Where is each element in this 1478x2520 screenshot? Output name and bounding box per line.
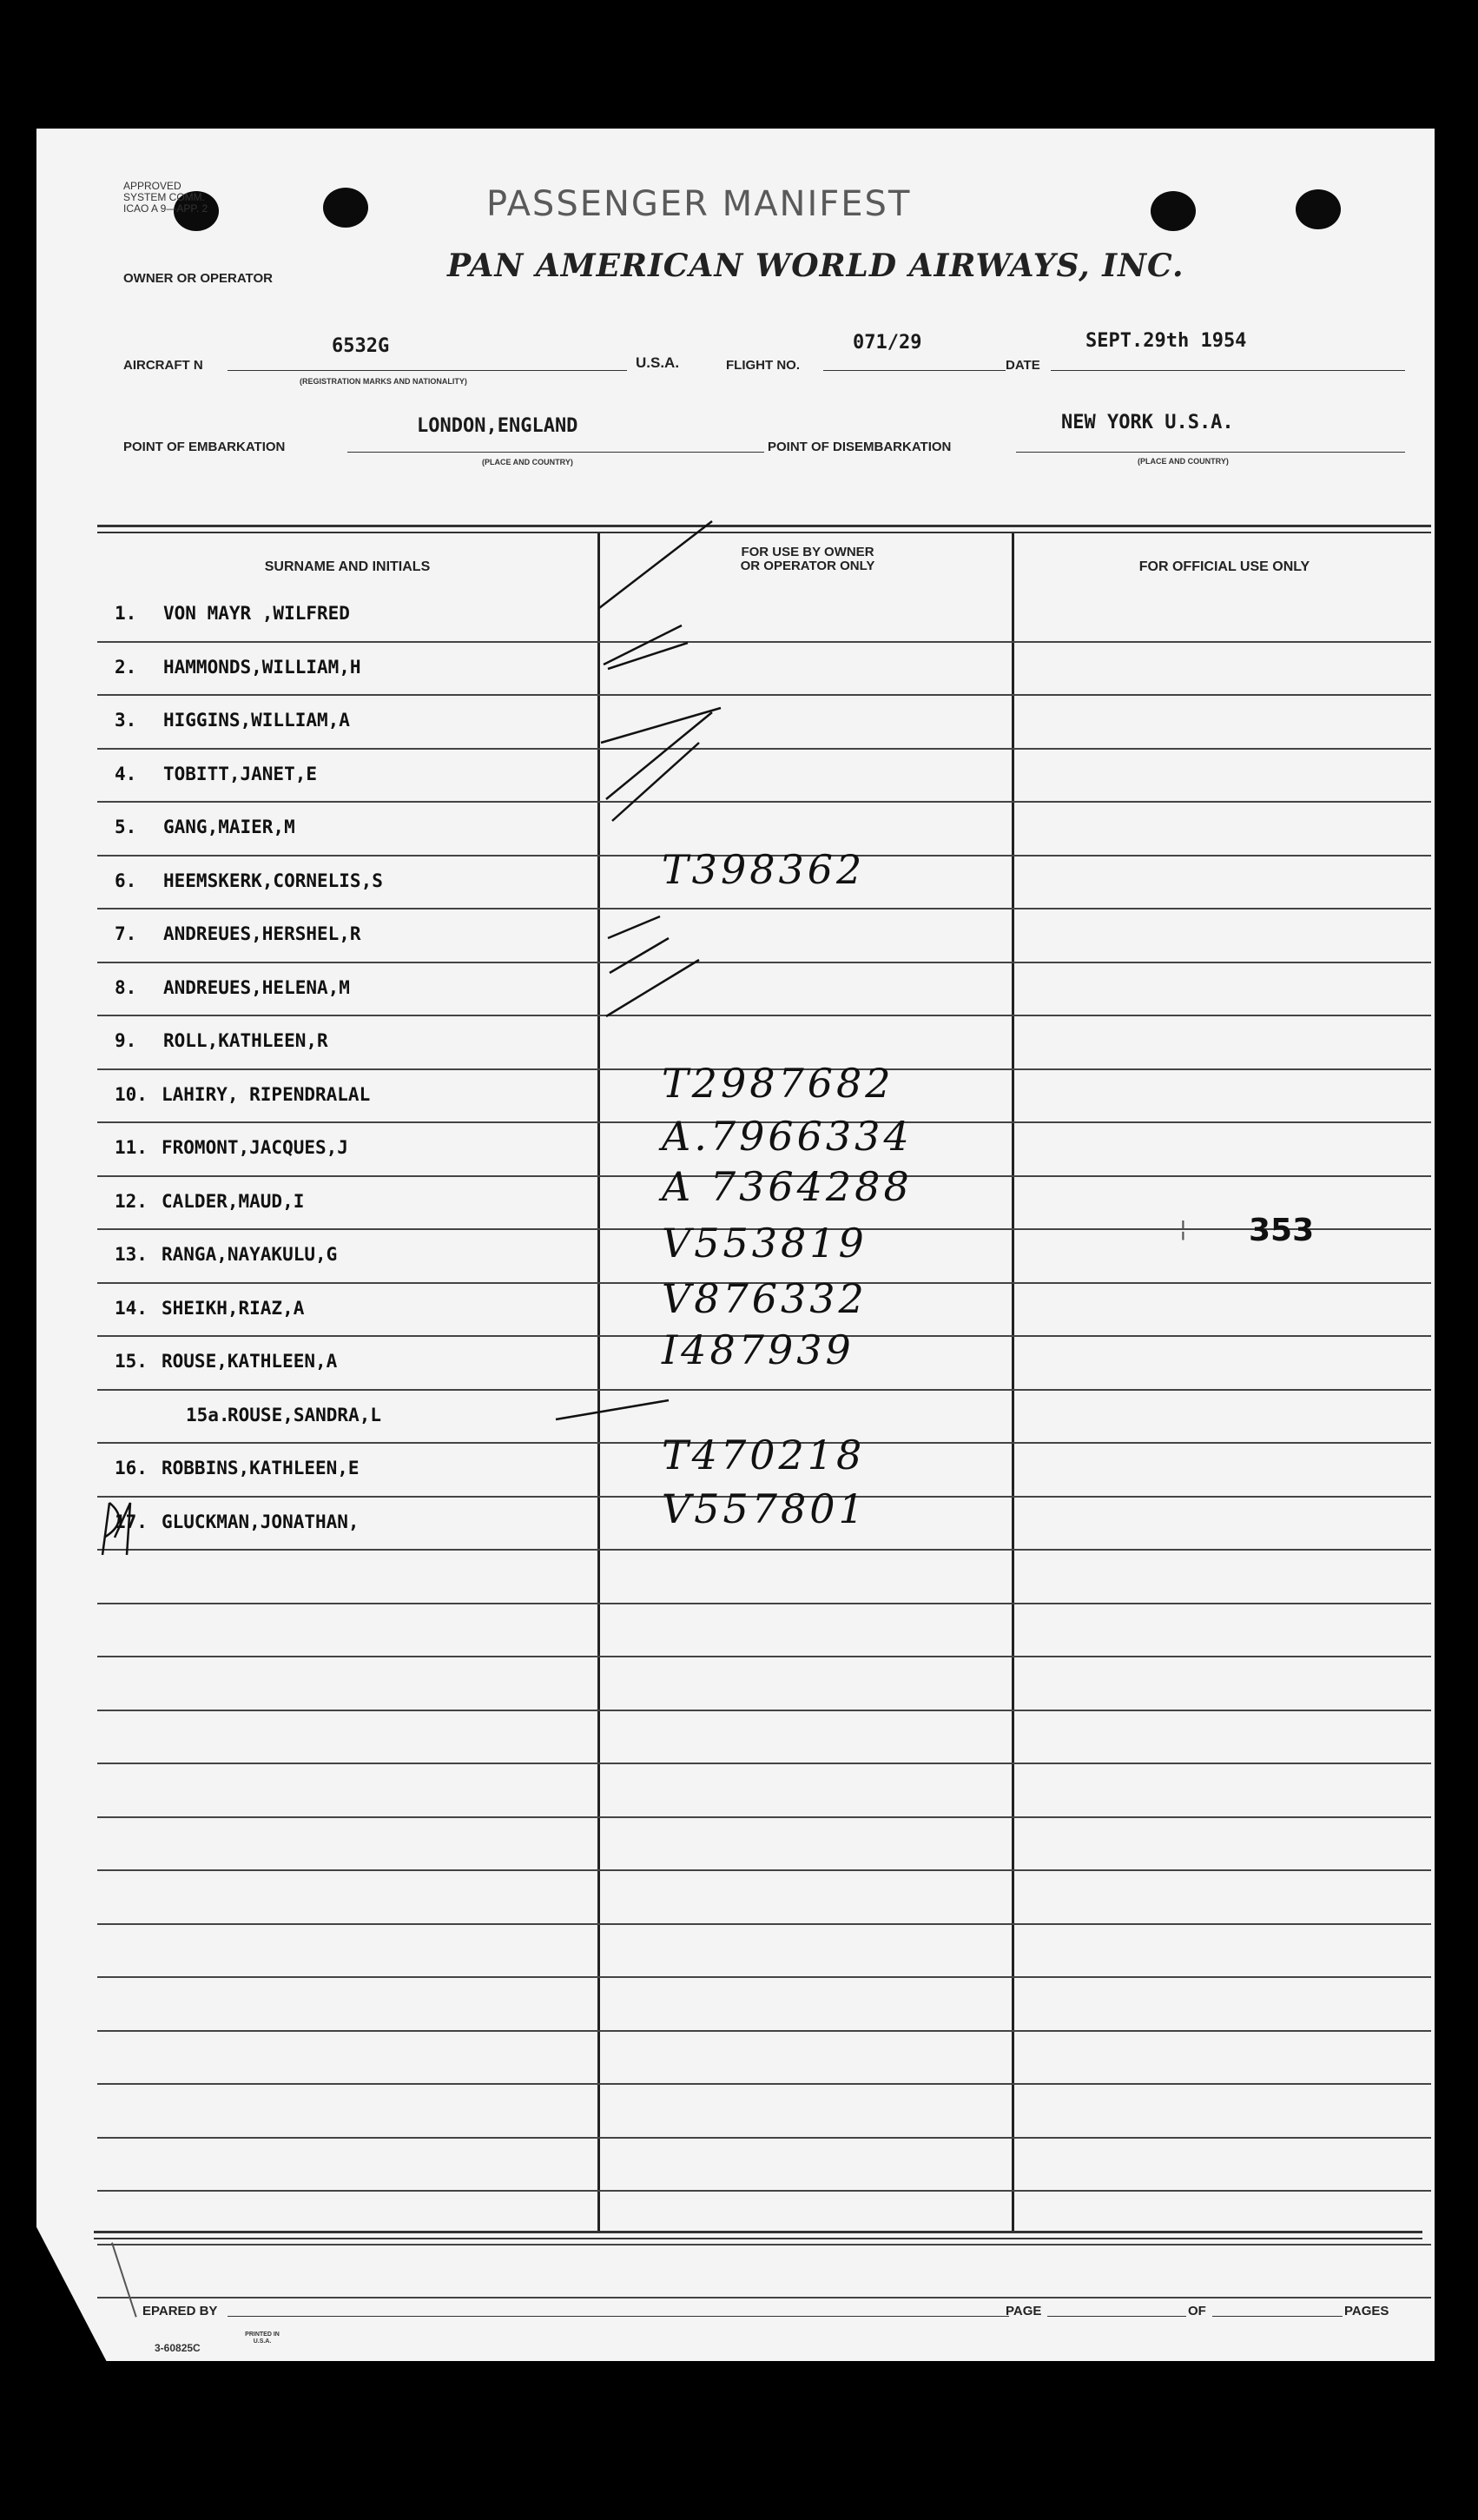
check-mark-1: [599, 521, 712, 608]
official-note-tick: ¦: [1179, 1216, 1187, 1242]
passenger-name: ROLL,KATHLEEN,R: [163, 1030, 328, 1051]
owner-label: OWNER OR OPERATOR: [123, 271, 273, 286]
passenger-name: HEEMSKERK,CORNELIS,S: [163, 870, 383, 891]
page-title: PASSENGER MANIFEST: [486, 184, 912, 224]
passenger-name: LAHIRY, RIPENDRALAL: [162, 1084, 371, 1105]
passenger-name: ROBBINS,KATHLEEN,E: [162, 1458, 360, 1478]
passenger-name: HAMMONDS,WILLIAM,H: [163, 657, 361, 678]
page-rule: [1047, 2316, 1186, 2317]
passport-number: T470218: [662, 1432, 866, 1478]
row-rule: [97, 1656, 1431, 1657]
passenger-number: 16.: [115, 1458, 148, 1478]
aircraft-value: 6532G: [332, 335, 390, 357]
embark-rule: [347, 452, 764, 453]
date-rule: [1051, 370, 1405, 371]
passport-number: A 7364288: [662, 1163, 913, 1210]
col-header-owner-line-1: FOR USE BY OWNER: [741, 545, 874, 559]
passport-number: T2987682: [662, 1060, 894, 1107]
passport-number: T398362: [662, 846, 866, 893]
embark-label: POINT OF EMBARKATION: [123, 440, 286, 454]
disembark-sublabel: (PLACE AND COUNTRY): [1138, 457, 1229, 466]
passenger-number: 2.: [115, 657, 137, 678]
passenger-number: 4.: [115, 764, 137, 784]
passenger-name: RANGA,NAYAKULU,G: [162, 1244, 338, 1265]
of-rule: [1212, 2316, 1343, 2317]
row-rule: [97, 1923, 1431, 1925]
passenger-number: 17.: [115, 1511, 148, 1532]
passenger-number: 5.: [115, 817, 137, 837]
col-header-owner-line-2: OR OPERATOR ONLY: [740, 559, 875, 573]
row-rule: [97, 1763, 1431, 1764]
dash-mark-15a: [556, 1400, 669, 1419]
flight-label: FLIGHT NO.: [726, 358, 800, 373]
date-value: SEPT.29th 1954: [1085, 330, 1247, 352]
row-rule: [97, 2030, 1431, 2032]
pages-label: PAGES: [1344, 2304, 1389, 2318]
passenger-number: 3.: [115, 710, 137, 731]
passenger-name: TOBITT,JANET,E: [163, 764, 318, 784]
passenger-number: 13.: [115, 1244, 148, 1265]
passport-number: I487939: [662, 1326, 854, 1373]
check-mark-9: [606, 960, 699, 1016]
col-header-surname: SURNAME AND INITIALS: [264, 559, 431, 574]
row-rule: [97, 1603, 1431, 1604]
passenger-number: 15.: [115, 1351, 148, 1372]
prepared-by-label: EPARED BY: [142, 2304, 218, 2318]
passenger-number: 7.: [115, 923, 137, 944]
passenger-number: 14.: [115, 1298, 148, 1319]
passenger-number: 6.: [115, 870, 137, 891]
row-rule: [97, 1869, 1431, 1871]
col-header-official: FOR OFFICIAL USE ONLY: [1138, 559, 1310, 574]
passenger-name: HIGGINS,WILLIAM,A: [163, 710, 350, 731]
usa-label: U.S.A.: [636, 354, 680, 371]
flight-value: 071/29: [853, 332, 922, 354]
row-rule: [97, 1976, 1431, 1978]
row-rule: [97, 1816, 1431, 1818]
company-name: PAN AMERICAN WORLD AIRWAYS, INC.: [447, 248, 1184, 284]
row-rule: [97, 2137, 1431, 2139]
approval-stamp: APPROVED SYSTEM COMM. ICAO A 9—APP. 2: [123, 180, 208, 215]
passenger-name: VON MAYR ,WILFRED: [163, 603, 350, 624]
passenger-number: 12.: [115, 1191, 148, 1212]
passenger-name: GLUCKMAN,JONATHAN,: [162, 1511, 360, 1532]
punch-hole-4: [1296, 189, 1341, 229]
passenger-name: SHEIKH,RIAZ,A: [162, 1298, 305, 1319]
aircraft-label: AIRCRAFT N: [123, 358, 203, 373]
row-rule: [97, 2297, 1431, 2298]
disembark-value: NEW YORK U.S.A.: [1061, 412, 1234, 433]
passenger-number: 15a.: [186, 1405, 230, 1425]
passport-number: V553819: [662, 1220, 868, 1267]
passenger-number: 1.: [115, 603, 137, 624]
passenger-number: 10.: [115, 1084, 148, 1105]
prepared-by-rule: [228, 2316, 1009, 2317]
form-number: 3-60825C: [155, 2342, 201, 2354]
date-label: DATE: [1006, 358, 1040, 373]
passenger-name: ROUSE,KATHLEEN,A: [162, 1351, 338, 1372]
page-label: PAGE: [1006, 2304, 1042, 2318]
row-rule: [97, 1710, 1431, 1711]
check-mark-4: [601, 708, 721, 743]
of-label: OF: [1188, 2304, 1206, 2318]
punch-hole-3: [1151, 191, 1196, 231]
embark-value: LONDON,ENGLAND: [417, 415, 578, 437]
row-rule: [97, 2190, 1431, 2192]
passenger-name: ROUSE,SANDRA,L: [228, 1405, 382, 1425]
table-bottom-rule-2: [94, 2238, 1422, 2239]
aircraft-rule: [228, 370, 627, 371]
disembark-label: POINT OF DISEMBARKATION: [768, 440, 952, 454]
passenger-name: ANDREUES,HERSHEL,R: [163, 923, 361, 944]
official-note: 353: [1249, 1213, 1315, 1248]
check-mark-8: [610, 938, 669, 973]
initials-mark-17: [102, 1503, 130, 1555]
check-mark-7: [608, 916, 660, 938]
passenger-name: FROMONT,JACQUES,J: [162, 1137, 348, 1158]
passport-number: V876332: [662, 1275, 868, 1322]
passenger-name: CALDER,MAUD,I: [162, 1191, 305, 1212]
passport-number: A.7966334: [662, 1113, 913, 1160]
check-mark-6: [612, 743, 699, 821]
passenger-number: 8.: [115, 977, 137, 998]
passport-number: V557801: [662, 1485, 868, 1532]
aircraft-sublabel: (REGISTRATION MARKS AND NATIONALITY): [300, 377, 467, 386]
table-bottom-rule: [94, 2231, 1422, 2233]
disembark-rule: [1016, 452, 1405, 453]
pen-marks: [96, 1372, 686, 1572]
passenger-name: ANDREUES,HELENA,M: [163, 977, 350, 998]
row-rule: [97, 2083, 1431, 2085]
flight-rule: [823, 370, 1006, 371]
row-rule: [97, 2244, 1431, 2246]
check-marks: [591, 513, 799, 1068]
embark-sublabel: (PLACE AND COUNTRY): [482, 458, 573, 466]
printed-label: PRINTED IN U.S.A.: [245, 2331, 280, 2345]
punch-hole-2: [323, 188, 368, 228]
passenger-number: 11.: [115, 1137, 148, 1158]
passenger-name: GANG,MAIER,M: [163, 817, 295, 837]
passenger-number: 9.: [115, 1030, 137, 1051]
